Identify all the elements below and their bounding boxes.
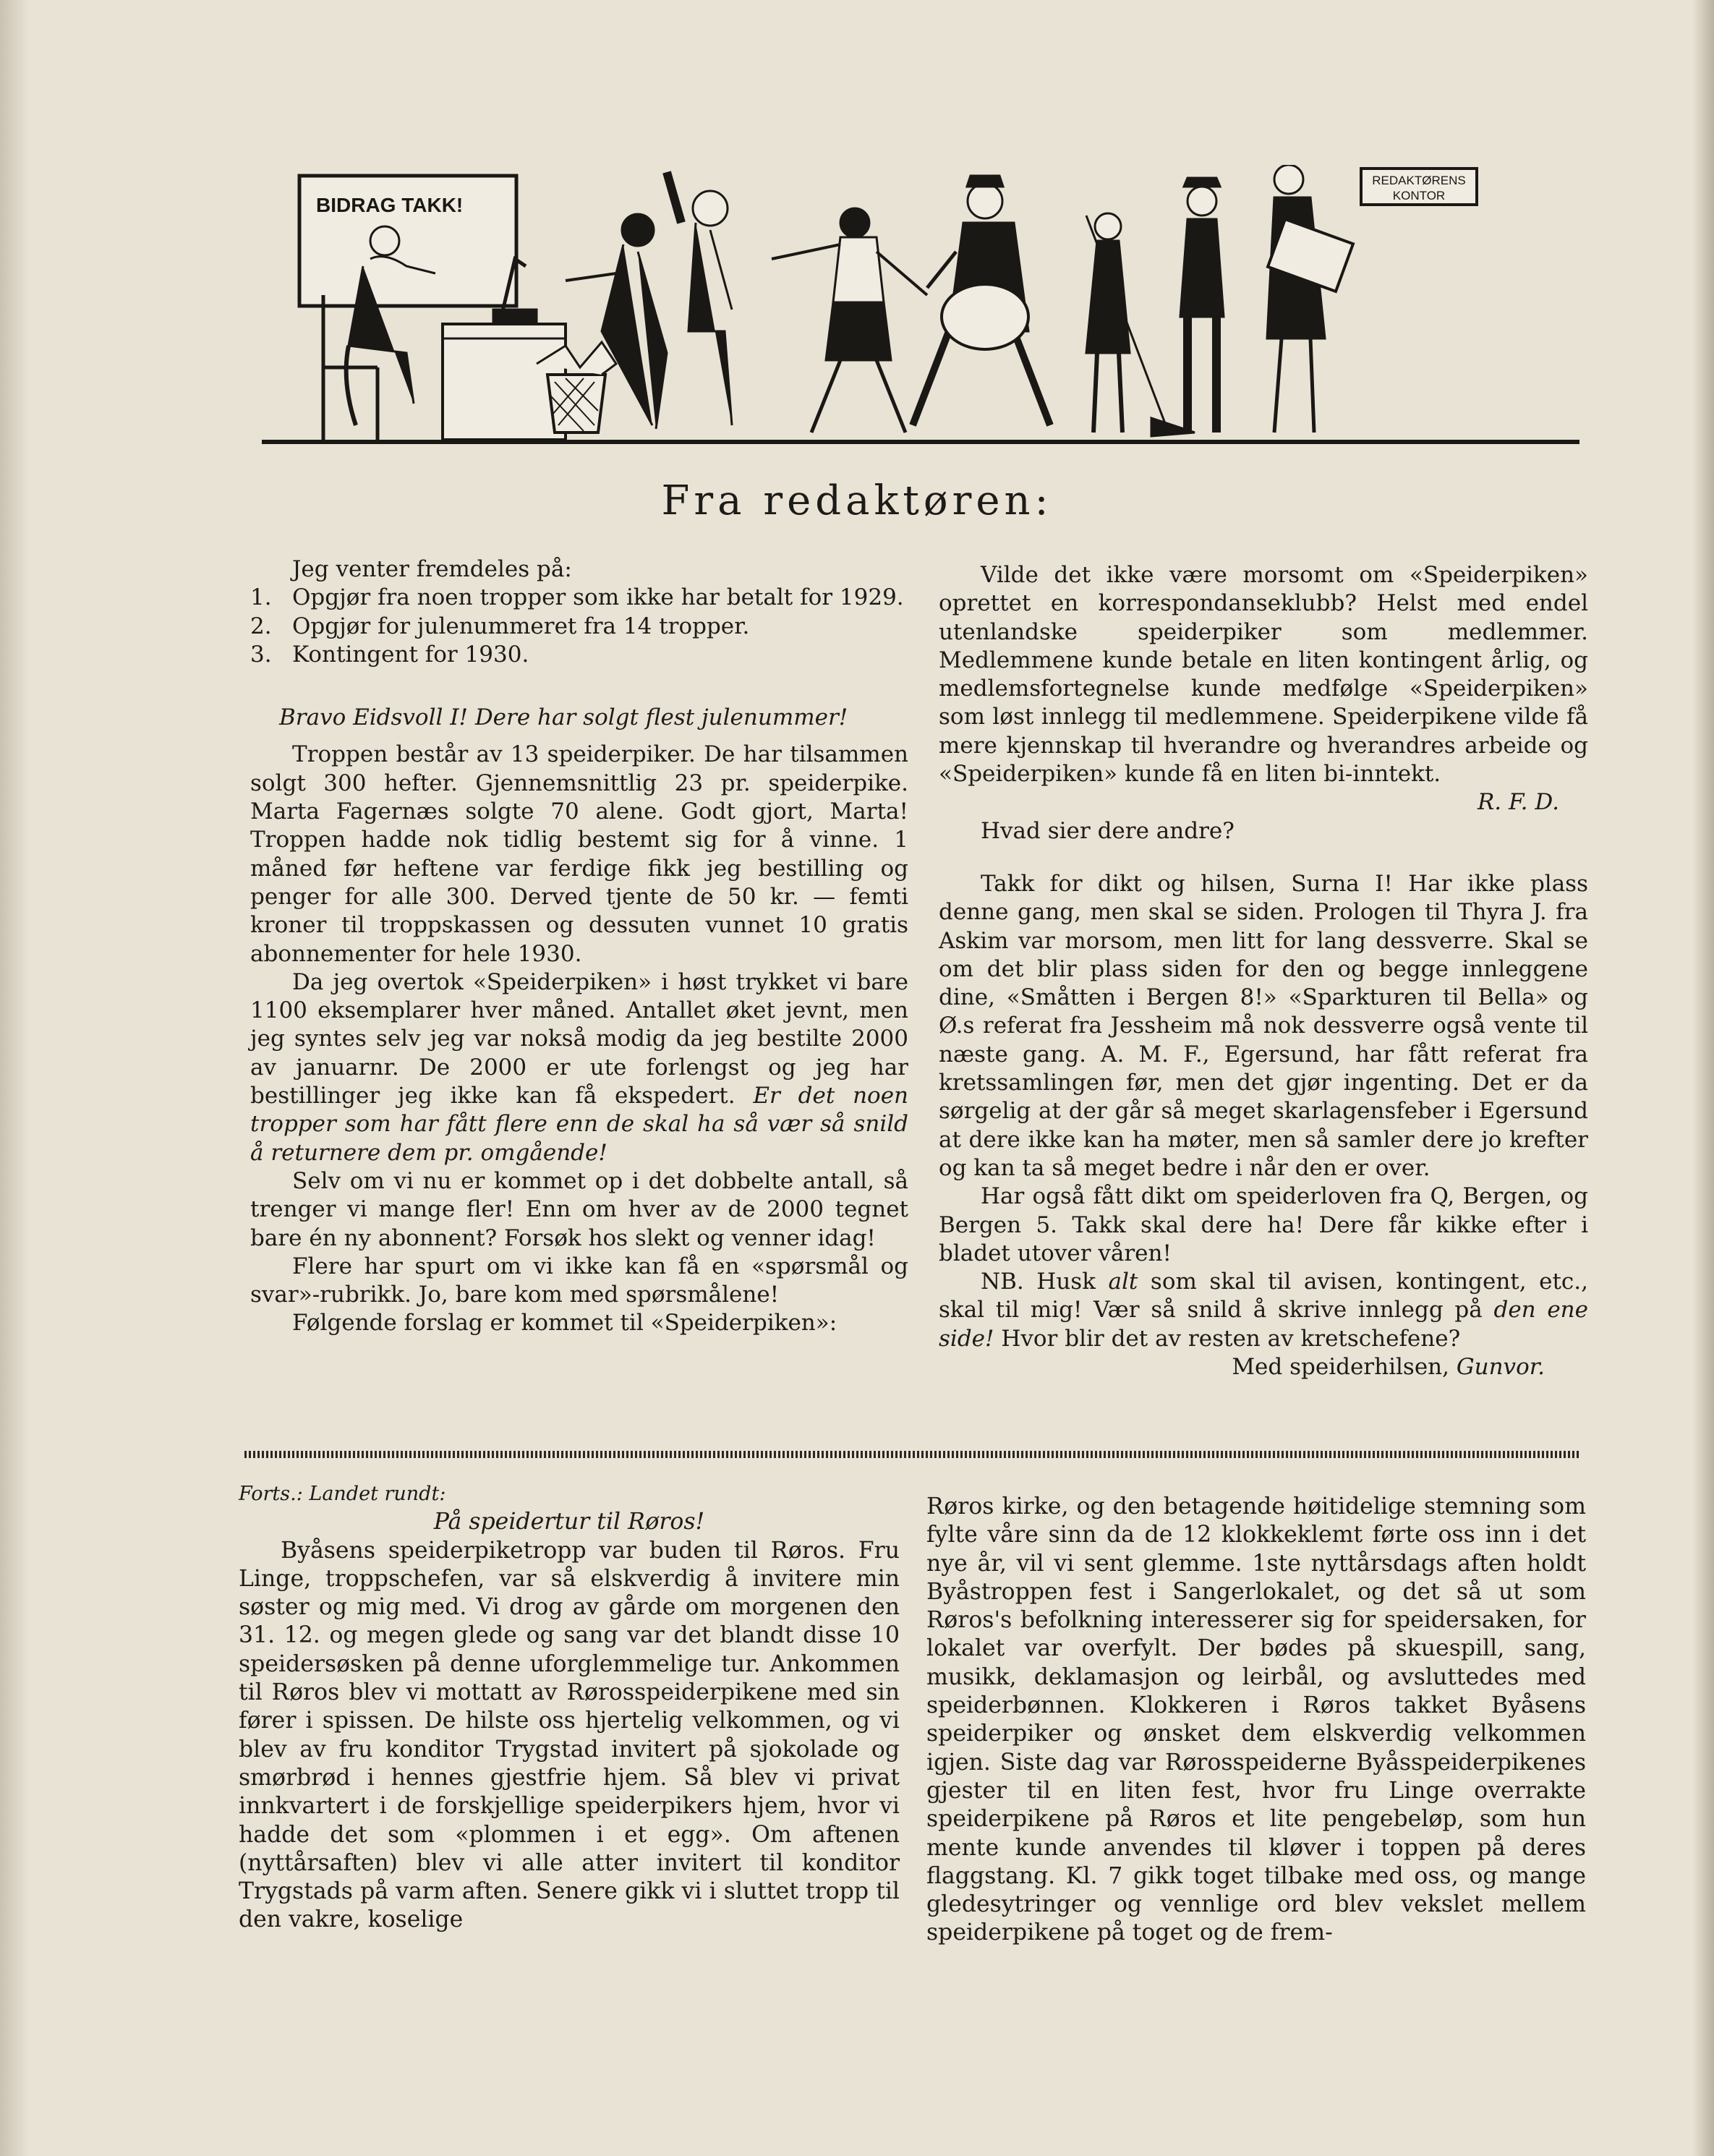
paragraph: Røros kirke, og den betagende høitidelige stemning som fylte våre sinn da de 12 klokkeklemt førte oss inn i det nye år, vil vi sent glemme. 1ste nyttårsdags aften holdt Byåstroppen fest i Sangerlokalet, og det så ut som Røros's befolkning interesserer sig for speidersaken, for lokalet var overfylt. Der bødes på skuespill, sang, musikk, deklamasjon og leirbål, og avsluttedes med speiderbønnen. Klokkeren i Røros takket Byåsens speiderpiker og ønsket dem elskverdig velkommen igjen. Siste dag var Rørosspeiderne Byåsspeiderpikenes gjester til en liten fest, hvor fru Linge overrakte speiderpikene på Røros et lite pengebeløp, som hun mente kunde anvendes til kløver i toppen på deres flaggstang. Kl. 7 gikk toget tilbake med oss, og mange gledesytringer og vennlige ord blev vekslet mellem speiderpikene på toget og de frem- <box>926 1494 1586 1946</box>
editor-column-left <box>250 555 908 1338</box>
question: Hvad sier dere andre? <box>981 817 1235 844</box>
signature: R. F. D. <box>1477 789 1559 816</box>
continuation-column-right <box>926 1493 1586 1948</box>
list-item <box>250 641 908 669</box>
nb-text: NB. Husk <box>981 1269 1109 1295</box>
sign-right-line2: KONTOR <box>1392 189 1446 203</box>
nb-italic: alt <box>1108 1269 1138 1295</box>
sign-right-line1: REDAKTØRENS <box>1372 174 1466 187</box>
illustration-svg <box>262 165 1579 447</box>
list-text: Opgjør for julenummeret fra 14 tropper. <box>292 613 750 639</box>
section-divider <box>244 1451 1581 1458</box>
nb-text: Hvor blir det av resten av kretschefene? <box>994 1325 1461 1352</box>
paragraph <box>250 968 908 1167</box>
paragraph-text: Da jeg overtok «Speiderpiken» i høst trykket vi bare 1100 eksemplarer hver måned. Antallet øket jevnt, men jeg syntes selv jeg var nokså modig da jeg bestilte 2000 av januarnr. De 2000 er ute forlengst og jeg har bestillinger jeg ikke kan få ekspedert. <box>250 968 908 1109</box>
closing-text: Med speiderhilsen, <box>1232 1354 1449 1381</box>
bravo-heading: Bravo Eidsvoll I! Dere har solgt flest julenummer! <box>279 704 848 731</box>
page-edge-shadow-right <box>1692 0 1714 2156</box>
paragraph: Flere har spurt om vi ikke kan få en «spørsmål og svar»-rubrikk. Jo, bare kom med spørsmålene! <box>250 1253 908 1308</box>
list-number: 2. <box>250 613 272 639</box>
paragraph-italic: Er det noen tropper som har fått flere enn de skal ha så vær så snild å returnere dem pr. omgående! <box>250 1083 909 1166</box>
list-number: 1. <box>250 584 272 611</box>
nb-text: som skal til avisen, kontingent, etc., skal til mig! Vær så snild å skrive innlegg på <box>939 1269 1588 1324</box>
paragraph: Følgende forslag er kommet til «Speiderpiken»: <box>292 1310 837 1337</box>
paragraph: Vilde det ikke være morsomt om «Speiderpiken» oprettet en korrespondanseklubb? Helst med endel utenlandske speiderpiker som medlemmer. Medlemmene kunde betale en liten kontingent årlig, og medlemsfortegnelse kunde medfølge «Speiderpiken» som løst innlegg til medlemmene. Speiderpikene vilde få mere kjennskap til hverandre og hverandres arbeide og «Speiderpiken» kunde få en liten bi-inntekt. <box>939 562 1588 788</box>
closing-name: Gunvor. <box>1456 1354 1545 1381</box>
paragraph: Selv om vi nu er kommet op i det dobbelte antall, så trenger vi mange fler! Enn om hver av de 2000 tegnet bare én ny abonnent? Forsøk hos slekt og venner idag! <box>250 1167 908 1251</box>
waiting-intro: Jeg venter fremdeles på: <box>292 556 572 582</box>
editor-column-right <box>939 561 1588 1381</box>
paragraph: Troppen består av 13 speiderpiker. De har tilsammen solgt 300 hefter. Gjennemsnittlig 23 pr. speiderpike. Marta Fagernæs solgte 70 alene. Godt gjort, Marta! Troppen hadde nok tidlig bestemt sig for å vinne. 1 måned før heftene var ferdige fikk jeg bestilling og penger for alle 300. Derved tjente de 50 kr. — femti kroner til troppskassen og dessuten vunnet 10 gratis abonnementer for hele 1930. <box>250 741 908 967</box>
list-number: 3. <box>250 641 272 668</box>
editor-office-illustration <box>262 165 1579 447</box>
sign-left-text: BIDRAG TAKK! <box>316 194 464 216</box>
continuation-label: Forts.: Landet rundt: <box>239 1483 446 1505</box>
paragraph: Byåsens speiderpiketropp var buden til Røros. Fru Linge, troppschefen, var så elskverdig å invitere min søster og mig med. Vi drog av gårde om morgenen den 31. 12. og megen glede og sang var det blandt disse 10 speidersøsken på denne uforglemmelige tur. Ankommen til Røros blev vi mottatt av Rørosspeiderpikene med sin fører i spissen. De hilste oss hjertelig velkommen, og vi blev av fru konditor Trygstad invitert på sjokolade og smørbrød i hennes gjestfrie hjem. Så blev vi privat innkvartert i de forskjellige speiderpikers hjem, hvor vi hadde det som «plommen i et egg». Om aftenen (nyttårsaften) blev vi alle atter invitert til konditor Trygstads på varm aften. Senere gikk vi i sluttet tropp til den vakre, koselige <box>239 1537 900 1933</box>
spacer <box>939 845 1588 870</box>
page-title: Fra redaktøren: <box>661 477 1053 524</box>
list-item <box>250 613 908 641</box>
list-item <box>250 584 908 612</box>
page-edge-shadow-left <box>0 0 29 2156</box>
nb-italic: den ene side! <box>939 1297 1588 1352</box>
continuation-subtitle: På speidertur til Røros! <box>433 1509 705 1535</box>
continuation-column-left <box>239 1480 900 1935</box>
paragraph: Har også fått dikt om speiderloven fra Q, Bergen, og Bergen 5. Takk skal dere ha! Dere får kikke efter i bladet utover våren! <box>939 1183 1588 1266</box>
list-text: Opgjør fra noen tropper som ikke har betalt for 1929. <box>292 584 904 611</box>
paragraph <box>939 1268 1588 1353</box>
list-text: Kontingent for 1930. <box>292 641 529 668</box>
closing <box>939 1353 1588 1381</box>
paragraph: Takk for dikt og hilsen, Surna I! Har ikke plass denne gang, men skal se siden. Prologen til Thyra J. fra Askim var morsom, men litt for lang dessverre. Skal se om det blir plass siden for den og begge innleggene dine, «Småtten i Bergen 8!» «Sparkturen til Bella» og Ø.s referat fra Jessheim må nok dessverre også vente til næste gang. A. M. F., Egersund, har fått referat fra kretssamlingen før, men det gjør ingenting. Det er da sørgelig at der går så meget skarlagensfeber i Egersund at dere ikke kan ha møter, men så samler dere jo krefter og kan ta så meget bedre i når den er over. <box>939 870 1588 1181</box>
